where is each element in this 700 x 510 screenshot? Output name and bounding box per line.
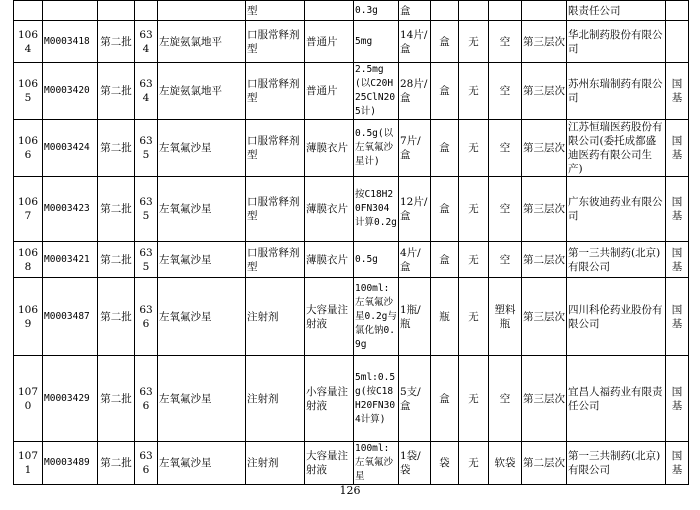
cell-group: 635 <box>135 242 158 278</box>
cell-group: 636 <box>135 278 158 356</box>
cell-code: M0003420 <box>43 63 98 120</box>
cell-batch: 第二批 <box>98 356 135 442</box>
cell-unit: 盒 <box>431 120 459 177</box>
cell-type: 薄膜衣片 <box>305 242 354 278</box>
cell-form: 注射剂 <box>246 442 305 485</box>
cell-company: 华北制药股份有限公司 <box>567 21 666 63</box>
cell-code: M0003423 <box>43 177 98 242</box>
cell-form: 口服常释剂型 <box>246 120 305 177</box>
cell-batch: 第二批 <box>98 242 135 278</box>
cell-type: 普通片 <box>305 63 354 120</box>
cell-pack: 28片/盒 <box>399 63 431 120</box>
cell-company: 广东彼迪药业有限公司 <box>567 177 666 242</box>
cell-code: M0003489 <box>43 442 98 485</box>
cell-no: 1065 <box>14 63 43 120</box>
cell-form: 注射剂 <box>246 356 305 442</box>
cell-level: 第三层次 <box>522 177 567 242</box>
cell-pack: 7片/盒 <box>399 120 431 177</box>
cell-type: 薄膜衣片 <box>305 177 354 242</box>
cell-no: 1070 <box>14 356 43 442</box>
cell-no <box>14 1 43 21</box>
cell-unit: 盒 <box>431 356 459 442</box>
cell-level: 第三层次 <box>522 63 567 120</box>
cell-group: 635 <box>135 120 158 177</box>
cell-unit: 盒 <box>431 21 459 63</box>
cell-pack: 1瓶/瓶 <box>399 278 431 356</box>
cell-material: 空 <box>489 177 522 242</box>
cell-no: 1067 <box>14 177 43 242</box>
cell-form: 口服常释剂型 <box>246 242 305 278</box>
cell-material <box>489 1 522 21</box>
cell-type: 小容量注射液 <box>305 356 354 442</box>
cell-company: 苏州东瑞制药有限公司 <box>567 63 666 120</box>
cell-group: 634 <box>135 63 158 120</box>
cell-note: 国基 <box>666 356 689 442</box>
cell-form: 口服常释剂型 <box>246 177 305 242</box>
cell-no: 1068 <box>14 242 43 278</box>
cell-flag: 无 <box>459 278 489 356</box>
cell-company: 限责任公司 <box>567 1 666 21</box>
cell-spec: 100ml:左氧氟沙星0.2g与氯化钠0.9g <box>354 278 399 356</box>
drug-list-table <box>13 0 689 485</box>
cell-form: 口服常释剂型 <box>246 21 305 63</box>
cell-note <box>666 21 689 63</box>
cell-no: 1069 <box>14 278 43 356</box>
cell-note: 国基 <box>666 442 689 485</box>
cell-pack: 4片/盒 <box>399 242 431 278</box>
cell-code: M0003421 <box>43 242 98 278</box>
cell-code: M0003424 <box>43 120 98 177</box>
cell-flag: 无 <box>459 63 489 120</box>
cell-company: 宜昌人福药业有限责任公司 <box>567 356 666 442</box>
cell-pack: 12片/盒 <box>399 177 431 242</box>
table-row <box>14 177 689 242</box>
cell-material: 软袋 <box>489 442 522 485</box>
cell-unit: 盒 <box>431 63 459 120</box>
cell-unit: 瓶 <box>431 278 459 356</box>
cell-material: 空 <box>489 63 522 120</box>
cell-company: 江苏恒瑞医药股份有限公司(委托成都盛迪医药有限公司生产) <box>567 120 666 177</box>
table-row <box>14 278 689 356</box>
cell-flag: 无 <box>459 442 489 485</box>
table-row <box>14 120 689 177</box>
table-row <box>14 21 689 63</box>
cell-name: 左氧氟沙星 <box>158 278 246 356</box>
cell-company: 第一三共制药(北京)有限公司 <box>567 442 666 485</box>
cell-flag: 无 <box>459 242 489 278</box>
cell-name <box>158 1 246 21</box>
cell-spec: 0.5g(以左氧氟沙星计) <box>354 120 399 177</box>
cell-group: 636 <box>135 442 158 485</box>
cell-company: 第一三共制药(北京)有限公司 <box>567 242 666 278</box>
cell-material: 空 <box>489 356 522 442</box>
cell-type: 普通片 <box>305 21 354 63</box>
cell-material: 空 <box>489 120 522 177</box>
cell-name: 左氧氟沙星 <box>158 120 246 177</box>
cell-material: 空 <box>489 21 522 63</box>
cell-name: 左旋氨氯地平 <box>158 63 246 120</box>
table-row-partial <box>14 1 689 21</box>
cell-note: 国基 <box>666 63 689 120</box>
cell-no: 1064 <box>14 21 43 63</box>
cell-type: 大容量注射液 <box>305 442 354 485</box>
cell-name: 左氧氟沙星 <box>158 442 246 485</box>
cell-note: 国基 <box>666 242 689 278</box>
cell-spec: 100ml:左氧氟沙星 <box>354 442 399 485</box>
cell-note: 国基 <box>666 278 689 356</box>
cell-batch: 第二批 <box>98 278 135 356</box>
cell-pack: 5支/盒 <box>399 356 431 442</box>
cell-unit: 盒 <box>431 177 459 242</box>
cell-flag: 无 <box>459 177 489 242</box>
cell-note: 国基 <box>666 177 689 242</box>
cell-name: 左旋氨氯地平 <box>158 21 246 63</box>
cell-code <box>43 1 98 21</box>
cell-code: M0003429 <box>43 356 98 442</box>
cell-spec: 5mg <box>354 21 399 63</box>
cell-level: 第三层次 <box>522 278 567 356</box>
cell-code: M0003418 <box>43 21 98 63</box>
cell-group: 634 <box>135 21 158 63</box>
cell-form: 口服常释剂型 <box>246 63 305 120</box>
cell-pack: 14片/盒 <box>399 21 431 63</box>
cell-code: M0003487 <box>43 278 98 356</box>
cell-no: 1071 <box>14 442 43 485</box>
cell-flag: 无 <box>459 120 489 177</box>
cell-level <box>522 1 567 21</box>
cell-note: 国基 <box>666 120 689 177</box>
cell-batch: 第二批 <box>98 63 135 120</box>
cell-name: 左氧氟沙星 <box>158 242 246 278</box>
cell-batch: 第二批 <box>98 442 135 485</box>
cell-type: 大容量注射液 <box>305 278 354 356</box>
cell-level: 第三层次 <box>522 21 567 63</box>
cell-material: 塑料瓶 <box>489 278 522 356</box>
cell-spec: 按C18H20FN304计算0.2g <box>354 177 399 242</box>
table-row <box>14 242 689 278</box>
cell-name: 左氧氟沙星 <box>158 356 246 442</box>
cell-group: 635 <box>135 177 158 242</box>
cell-group <box>135 1 158 21</box>
cell-unit <box>431 1 459 21</box>
cell-note <box>666 1 689 21</box>
cell-spec: 2.5mg(以C20H25ClN205计) <box>354 63 399 120</box>
cell-group: 636 <box>135 356 158 442</box>
cell-unit: 袋 <box>431 442 459 485</box>
cell-spec: 0.3g <box>354 1 399 21</box>
cell-flag: 无 <box>459 21 489 63</box>
cell-pack: 盒 <box>399 1 431 21</box>
page-number: 126 <box>339 484 361 497</box>
table-row <box>14 356 689 442</box>
cell-batch <box>98 1 135 21</box>
cell-type <box>305 1 354 21</box>
cell-no: 1066 <box>14 120 43 177</box>
cell-spec: 0.5g <box>354 242 399 278</box>
cell-pack: 1袋/袋 <box>399 442 431 485</box>
cell-level: 第二层次 <box>522 442 567 485</box>
cell-company: 四川科伦药业股份有限公司 <box>567 278 666 356</box>
cell-form: 型 <box>246 1 305 21</box>
cell-name: 左氧氟沙星 <box>158 177 246 242</box>
table-row <box>14 63 689 120</box>
cell-flag <box>459 1 489 21</box>
cell-batch: 第二批 <box>98 120 135 177</box>
cell-flag: 无 <box>459 356 489 442</box>
cell-level: 第三层次 <box>522 356 567 442</box>
cell-level: 第三层次 <box>522 120 567 177</box>
cell-type: 薄膜衣片 <box>305 120 354 177</box>
cell-material: 空 <box>489 242 522 278</box>
cell-batch: 第二批 <box>98 177 135 242</box>
cell-unit: 盒 <box>431 242 459 278</box>
cell-batch: 第二批 <box>98 21 135 63</box>
cell-level: 第二层次 <box>522 242 567 278</box>
cell-form: 注射剂 <box>246 278 305 356</box>
table-row <box>14 442 689 485</box>
cell-spec: 5ml:0.5g(按C18H20FN304计算) <box>354 356 399 442</box>
